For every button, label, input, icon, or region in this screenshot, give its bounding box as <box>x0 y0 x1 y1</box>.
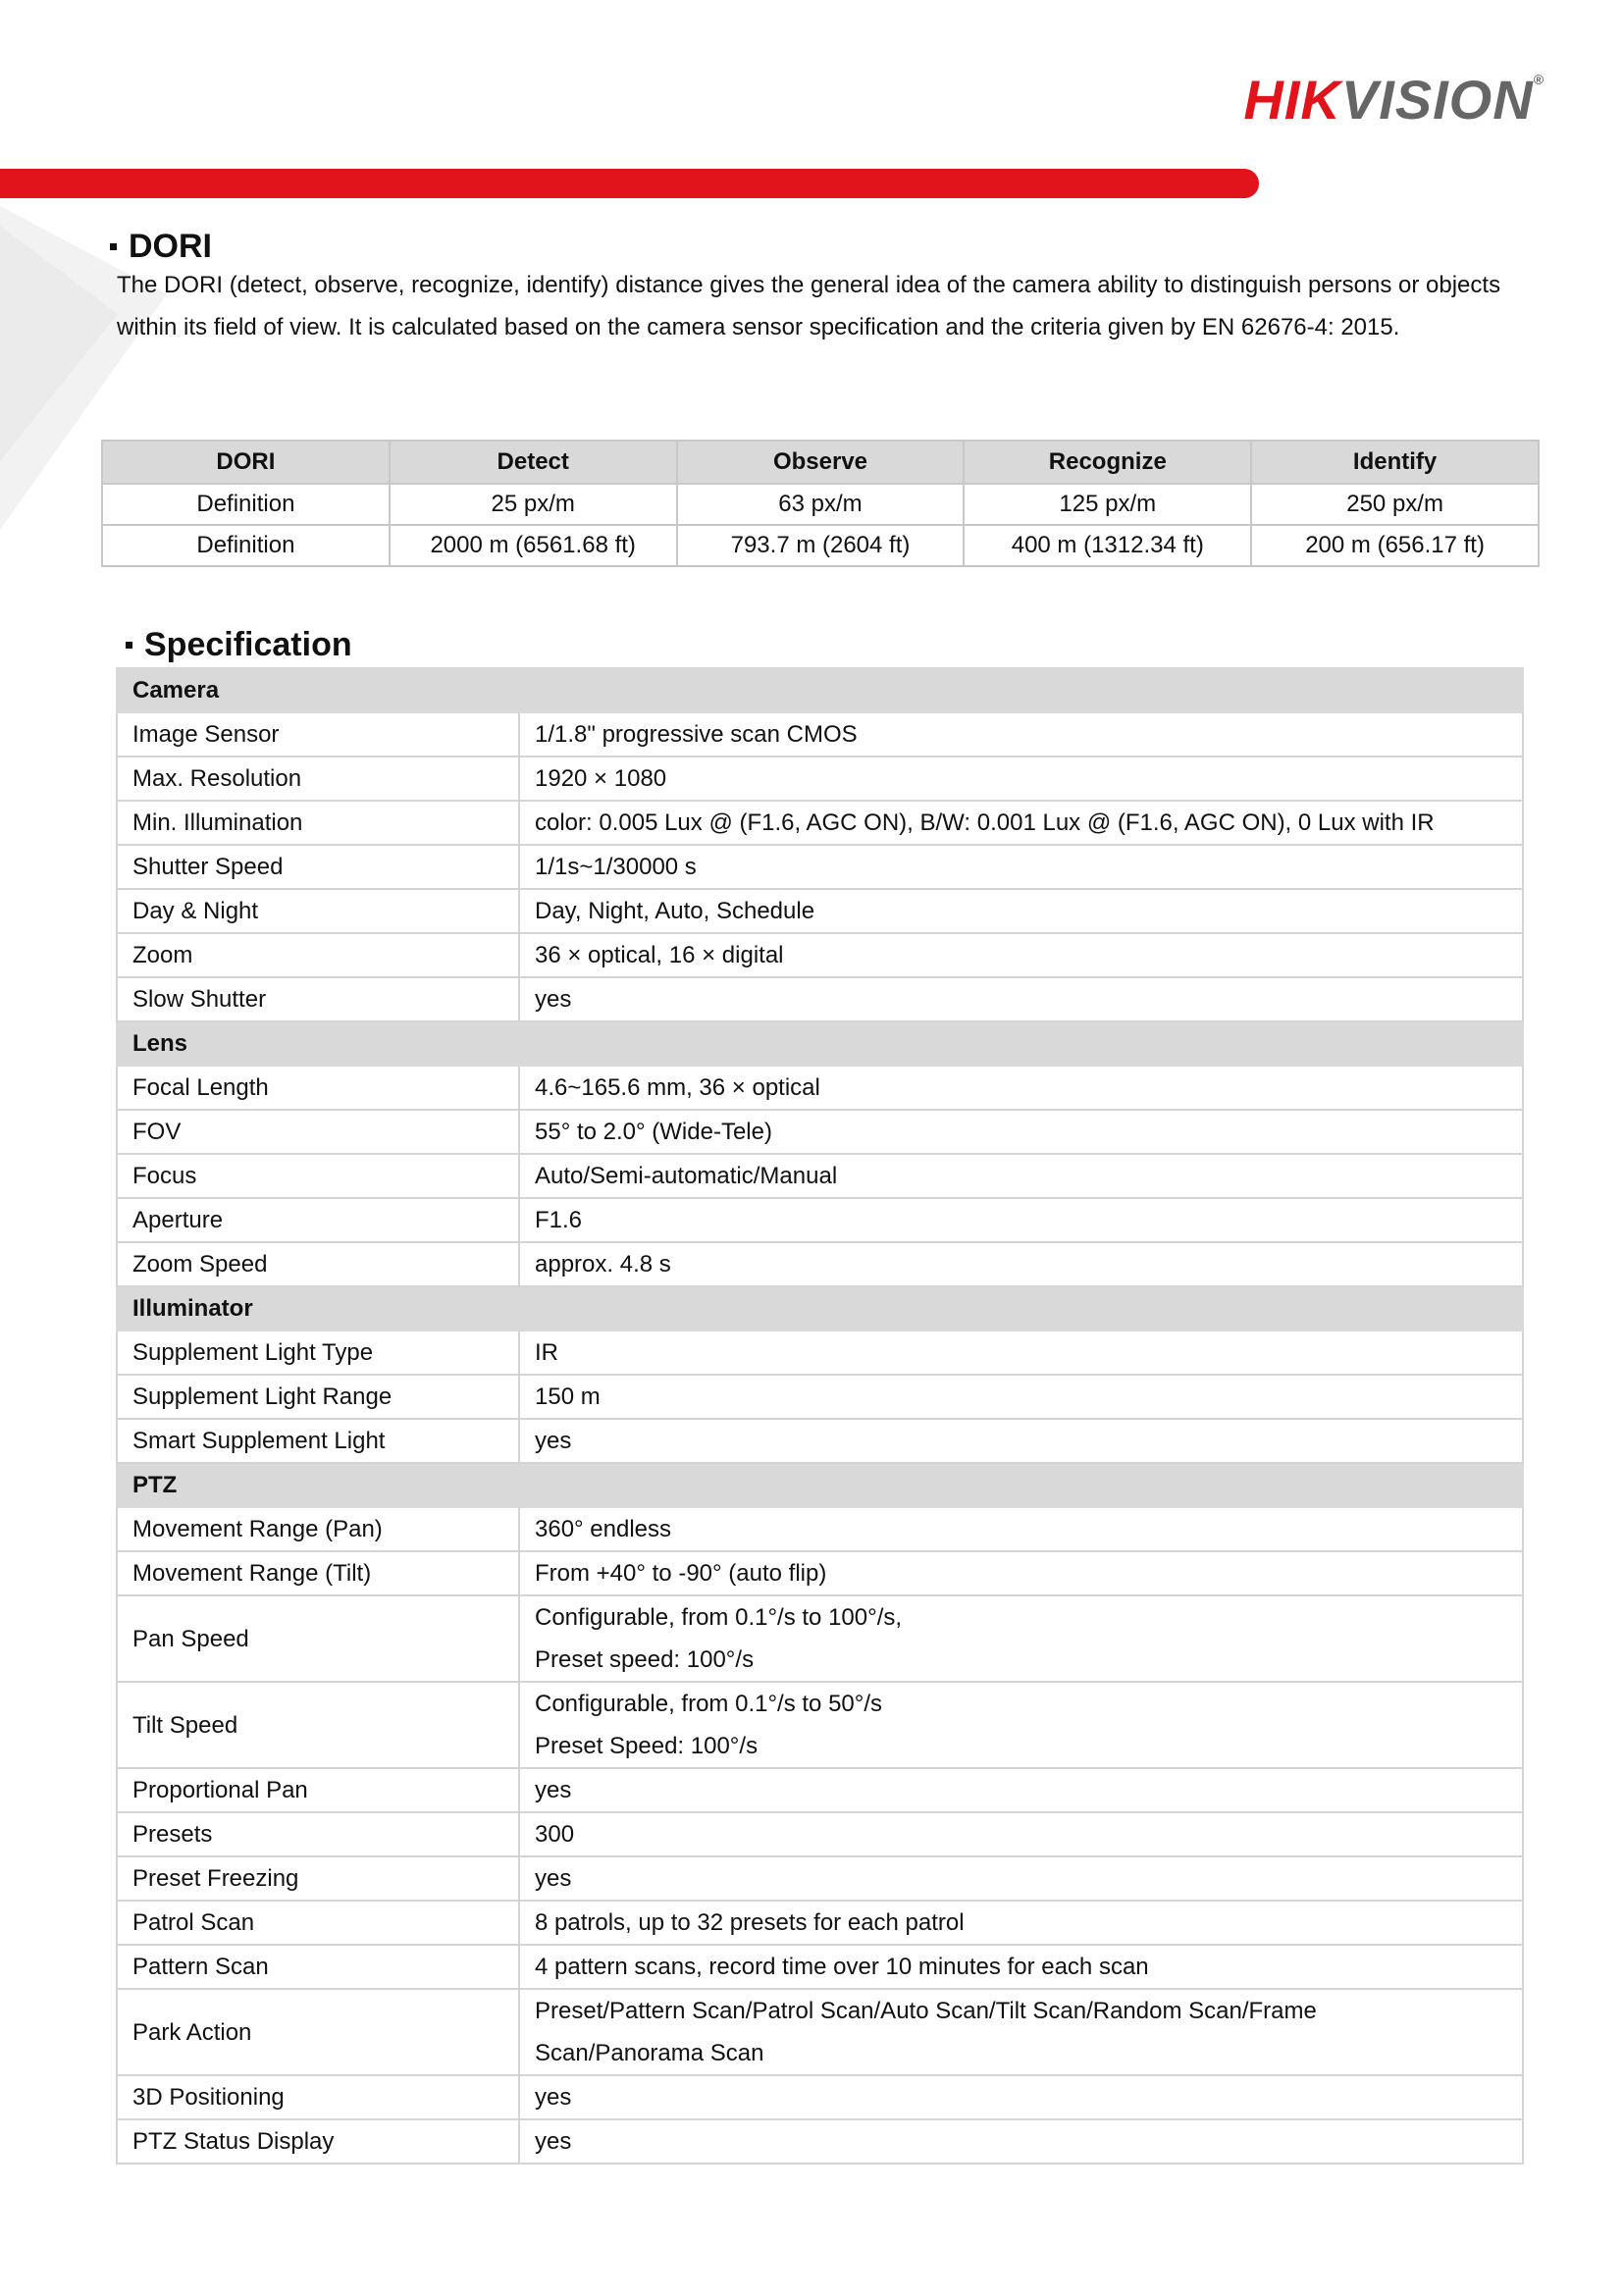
spec-row <box>117 1768 1523 1812</box>
header-red-bar <box>0 169 1259 198</box>
spec-row <box>117 1154 1523 1198</box>
dori-header-cell: Detect <box>390 441 677 484</box>
dori-cell: 250 px/m <box>1251 484 1539 525</box>
spec-label: Preset Freezing <box>117 1856 519 1901</box>
spec-value: yes <box>535 1777 572 1803</box>
dori-cell: 25 px/m <box>390 484 677 525</box>
spec-value-cell <box>519 2075 1523 2119</box>
dori-table <box>101 440 1540 567</box>
spec-category-row <box>117 1286 1523 1331</box>
bullet-icon <box>126 642 132 649</box>
spec-row <box>117 1812 1523 1856</box>
spec-value: 55° to 2.0° (Wide-Tele) <box>535 1119 772 1145</box>
spec-value-cell <box>519 1989 1523 2075</box>
spec-value: IR <box>535 1339 558 1366</box>
spec-value-cell <box>519 1595 1523 1682</box>
spec-label: Day & Night <box>117 889 519 933</box>
spec-value: 1920 × 1080 <box>535 765 667 792</box>
spec-row <box>117 1110 1523 1154</box>
dori-cell: 200 m (656.17 ft) <box>1251 525 1539 566</box>
spec-row <box>117 1375 1523 1419</box>
spec-value: approx. 4.8 s <box>535 1251 671 1278</box>
spec-category-filler <box>519 1463 1523 1507</box>
dori-intro-paragraph: The DORI (detect, observe, recognize, identify) distance gives the general idea of the camera ability to distinguish persons or objects within its field of view. It is calculated based on the camera sensor specification and the criteria given by EN 62676-4: 2015. <box>117 272 1501 340</box>
spec-value: yes <box>535 2084 572 2111</box>
spec-row <box>117 1551 1523 1595</box>
hikvision-logo: HIKVISION® <box>1243 69 1544 130</box>
spec-value-cell <box>519 801 1523 845</box>
spec-value-cell <box>519 933 1523 977</box>
spec-value-cell <box>519 712 1523 757</box>
specification-section-title: Specification <box>126 628 352 661</box>
spec-value: 4.6~165.6 mm, 36 × optical <box>535 1074 820 1101</box>
spec-label: PTZ Status Display <box>117 2119 519 2164</box>
spec-category-filler <box>519 1021 1523 1066</box>
spec-row <box>117 845 1523 889</box>
spec-category-label: Lens <box>117 1021 519 1066</box>
spec-value: 4 pattern scans, record time over 10 minutes for each scan <box>535 1954 1149 1980</box>
spec-row <box>117 1507 1523 1551</box>
dori-table-row <box>102 484 1539 525</box>
spec-value: 360° endless <box>535 1516 672 1542</box>
spec-value: 150 m <box>535 1383 601 1410</box>
spec-value: Day, Night, Auto, Schedule <box>535 898 815 924</box>
spec-value: Preset speed: 100°/s <box>535 1646 755 1673</box>
spec-value-cell <box>519 2119 1523 2164</box>
spec-label: Shutter Speed <box>117 845 519 889</box>
spec-value-cell <box>519 1110 1523 1154</box>
spec-value-cell <box>519 1242 1523 1286</box>
spec-row <box>117 801 1523 845</box>
spec-label: Patrol Scan <box>117 1901 519 1945</box>
spec-value-cell <box>519 889 1523 933</box>
spec-label: Min. Illumination <box>117 801 519 845</box>
spec-category-row <box>117 668 1523 712</box>
spec-value-cell <box>519 1551 1523 1595</box>
spec-value: Configurable, from 0.1°/s to 50°/s <box>535 1691 883 1717</box>
spec-label: Focus <box>117 1154 519 1198</box>
spec-value: Configurable, from 0.1°/s to 100°/s, <box>535 1604 903 1631</box>
spec-row <box>117 1901 1523 1945</box>
dori-cell: Definition <box>102 525 390 566</box>
spec-row <box>117 933 1523 977</box>
spec-value-cell <box>519 1812 1523 1856</box>
bullet-icon <box>110 243 117 250</box>
spec-label: Smart Supplement Light <box>117 1419 519 1463</box>
spec-row <box>117 1682 1523 1768</box>
spec-row <box>117 889 1523 933</box>
spec-label: Aperture <box>117 1198 519 1242</box>
spec-value-cell <box>519 1419 1523 1463</box>
spec-value: color: 0.005 Lux @ (F1.6, AGC ON), B/W: 0.001 Lux @ (F1.6, AGC ON), 0 Lux with IR <box>535 809 1435 836</box>
spec-value: Preset/Pattern Scan/Patrol Scan/Auto Scan/Tilt Scan/Random Scan/Frame <box>535 1998 1317 2024</box>
spec-value-cell <box>519 1945 1523 1989</box>
spec-category-label: Illuminator <box>117 1286 519 1331</box>
spec-row <box>117 1198 1523 1242</box>
spec-row <box>117 977 1523 1021</box>
spec-row <box>117 1419 1523 1463</box>
dori-cell: Definition <box>102 484 390 525</box>
spec-label: Slow Shutter <box>117 977 519 1021</box>
spec-value-cell <box>519 1066 1523 1110</box>
spec-row <box>117 1945 1523 1989</box>
spec-label: Proportional Pan <box>117 1768 519 1812</box>
spec-row <box>117 1242 1523 1286</box>
spec-label: 3D Positioning <box>117 2075 519 2119</box>
dori-cell: 793.7 m (2604 ft) <box>677 525 965 566</box>
spec-row <box>117 2119 1523 2164</box>
spec-category-filler <box>519 668 1523 712</box>
spec-row <box>117 2075 1523 2119</box>
spec-label: Focal Length <box>117 1066 519 1110</box>
spec-label: Max. Resolution <box>117 757 519 801</box>
spec-value-cell <box>519 1507 1523 1551</box>
spec-value: F1.6 <box>535 1207 583 1233</box>
spec-label: Zoom Speed <box>117 1242 519 1286</box>
spec-category-label: PTZ <box>117 1463 519 1507</box>
spec-value: Auto/Semi-automatic/Manual <box>535 1163 838 1189</box>
spec-row <box>117 1989 1523 2075</box>
spec-value: 1/1s~1/30000 s <box>535 854 697 880</box>
spec-value: 300 <box>535 1821 575 1848</box>
spec-value-cell <box>519 845 1523 889</box>
spec-row <box>117 1595 1523 1682</box>
spec-value-cell <box>519 1198 1523 1242</box>
spec-label: FOV <box>117 1110 519 1154</box>
spec-category-label: Camera <box>117 668 519 712</box>
spec-row <box>117 1066 1523 1110</box>
dori-cell: 125 px/m <box>964 484 1251 525</box>
dori-cell: 400 m (1312.34 ft) <box>964 525 1251 566</box>
spec-label: Pattern Scan <box>117 1945 519 1989</box>
spec-value: Scan/Panorama Scan <box>535 2040 764 2066</box>
spec-category-row <box>117 1463 1523 1507</box>
spec-value-cell <box>519 1901 1523 1945</box>
dori-cell: 63 px/m <box>677 484 965 525</box>
dori-header-cell: Recognize <box>964 441 1251 484</box>
spec-value-cell <box>519 1375 1523 1419</box>
specification-table <box>116 667 1524 2165</box>
spec-label: Pan Speed <box>117 1595 519 1682</box>
spec-value: yes <box>535 2128 572 2155</box>
spec-value: yes <box>535 1865 572 1892</box>
dori-cell: 2000 m (6561.68 ft) <box>390 525 677 566</box>
spec-value-cell <box>519 1682 1523 1768</box>
spec-row <box>117 757 1523 801</box>
spec-value-cell <box>519 1768 1523 1812</box>
spec-label: Movement Range (Tilt) <box>117 1551 519 1595</box>
spec-label: Supplement Light Type <box>117 1331 519 1375</box>
spec-value-cell <box>519 977 1523 1021</box>
spec-category-filler <box>519 1286 1523 1331</box>
spec-value-cell <box>519 1331 1523 1375</box>
spec-value-cell <box>519 757 1523 801</box>
spec-label: Park Action <box>117 1989 519 2075</box>
dori-header-cell: DORI <box>102 441 390 484</box>
spec-category-row <box>117 1021 1523 1066</box>
spec-label: Zoom <box>117 933 519 977</box>
spec-row <box>117 712 1523 757</box>
spec-label: Supplement Light Range <box>117 1375 519 1419</box>
spec-row <box>117 1331 1523 1375</box>
spec-value: yes <box>535 1428 572 1454</box>
spec-label: Image Sensor <box>117 712 519 757</box>
spec-value: 36 × optical, 16 × digital <box>535 942 784 968</box>
spec-value: 8 patrols, up to 32 presets for each patrol <box>535 1909 965 1936</box>
spec-value: yes <box>535 986 572 1013</box>
spec-value-cell <box>519 1856 1523 1901</box>
spec-value: 1/1.8" progressive scan CMOS <box>535 721 858 748</box>
dori-section-title: DORI <box>110 230 212 263</box>
spec-label: Presets <box>117 1812 519 1856</box>
dori-header-cell: Identify <box>1251 441 1539 484</box>
spec-label: Movement Range (Pan) <box>117 1507 519 1551</box>
dori-table-header-row <box>102 441 1539 484</box>
spec-row <box>117 1856 1523 1901</box>
spec-value-cell <box>519 1154 1523 1198</box>
dori-header-cell: Observe <box>677 441 965 484</box>
spec-label: Tilt Speed <box>117 1682 519 1768</box>
dori-table-row <box>102 525 1539 566</box>
spec-value: From +40° to -90° (auto flip) <box>535 1560 827 1587</box>
spec-value: Preset Speed: 100°/s <box>535 1733 759 1759</box>
